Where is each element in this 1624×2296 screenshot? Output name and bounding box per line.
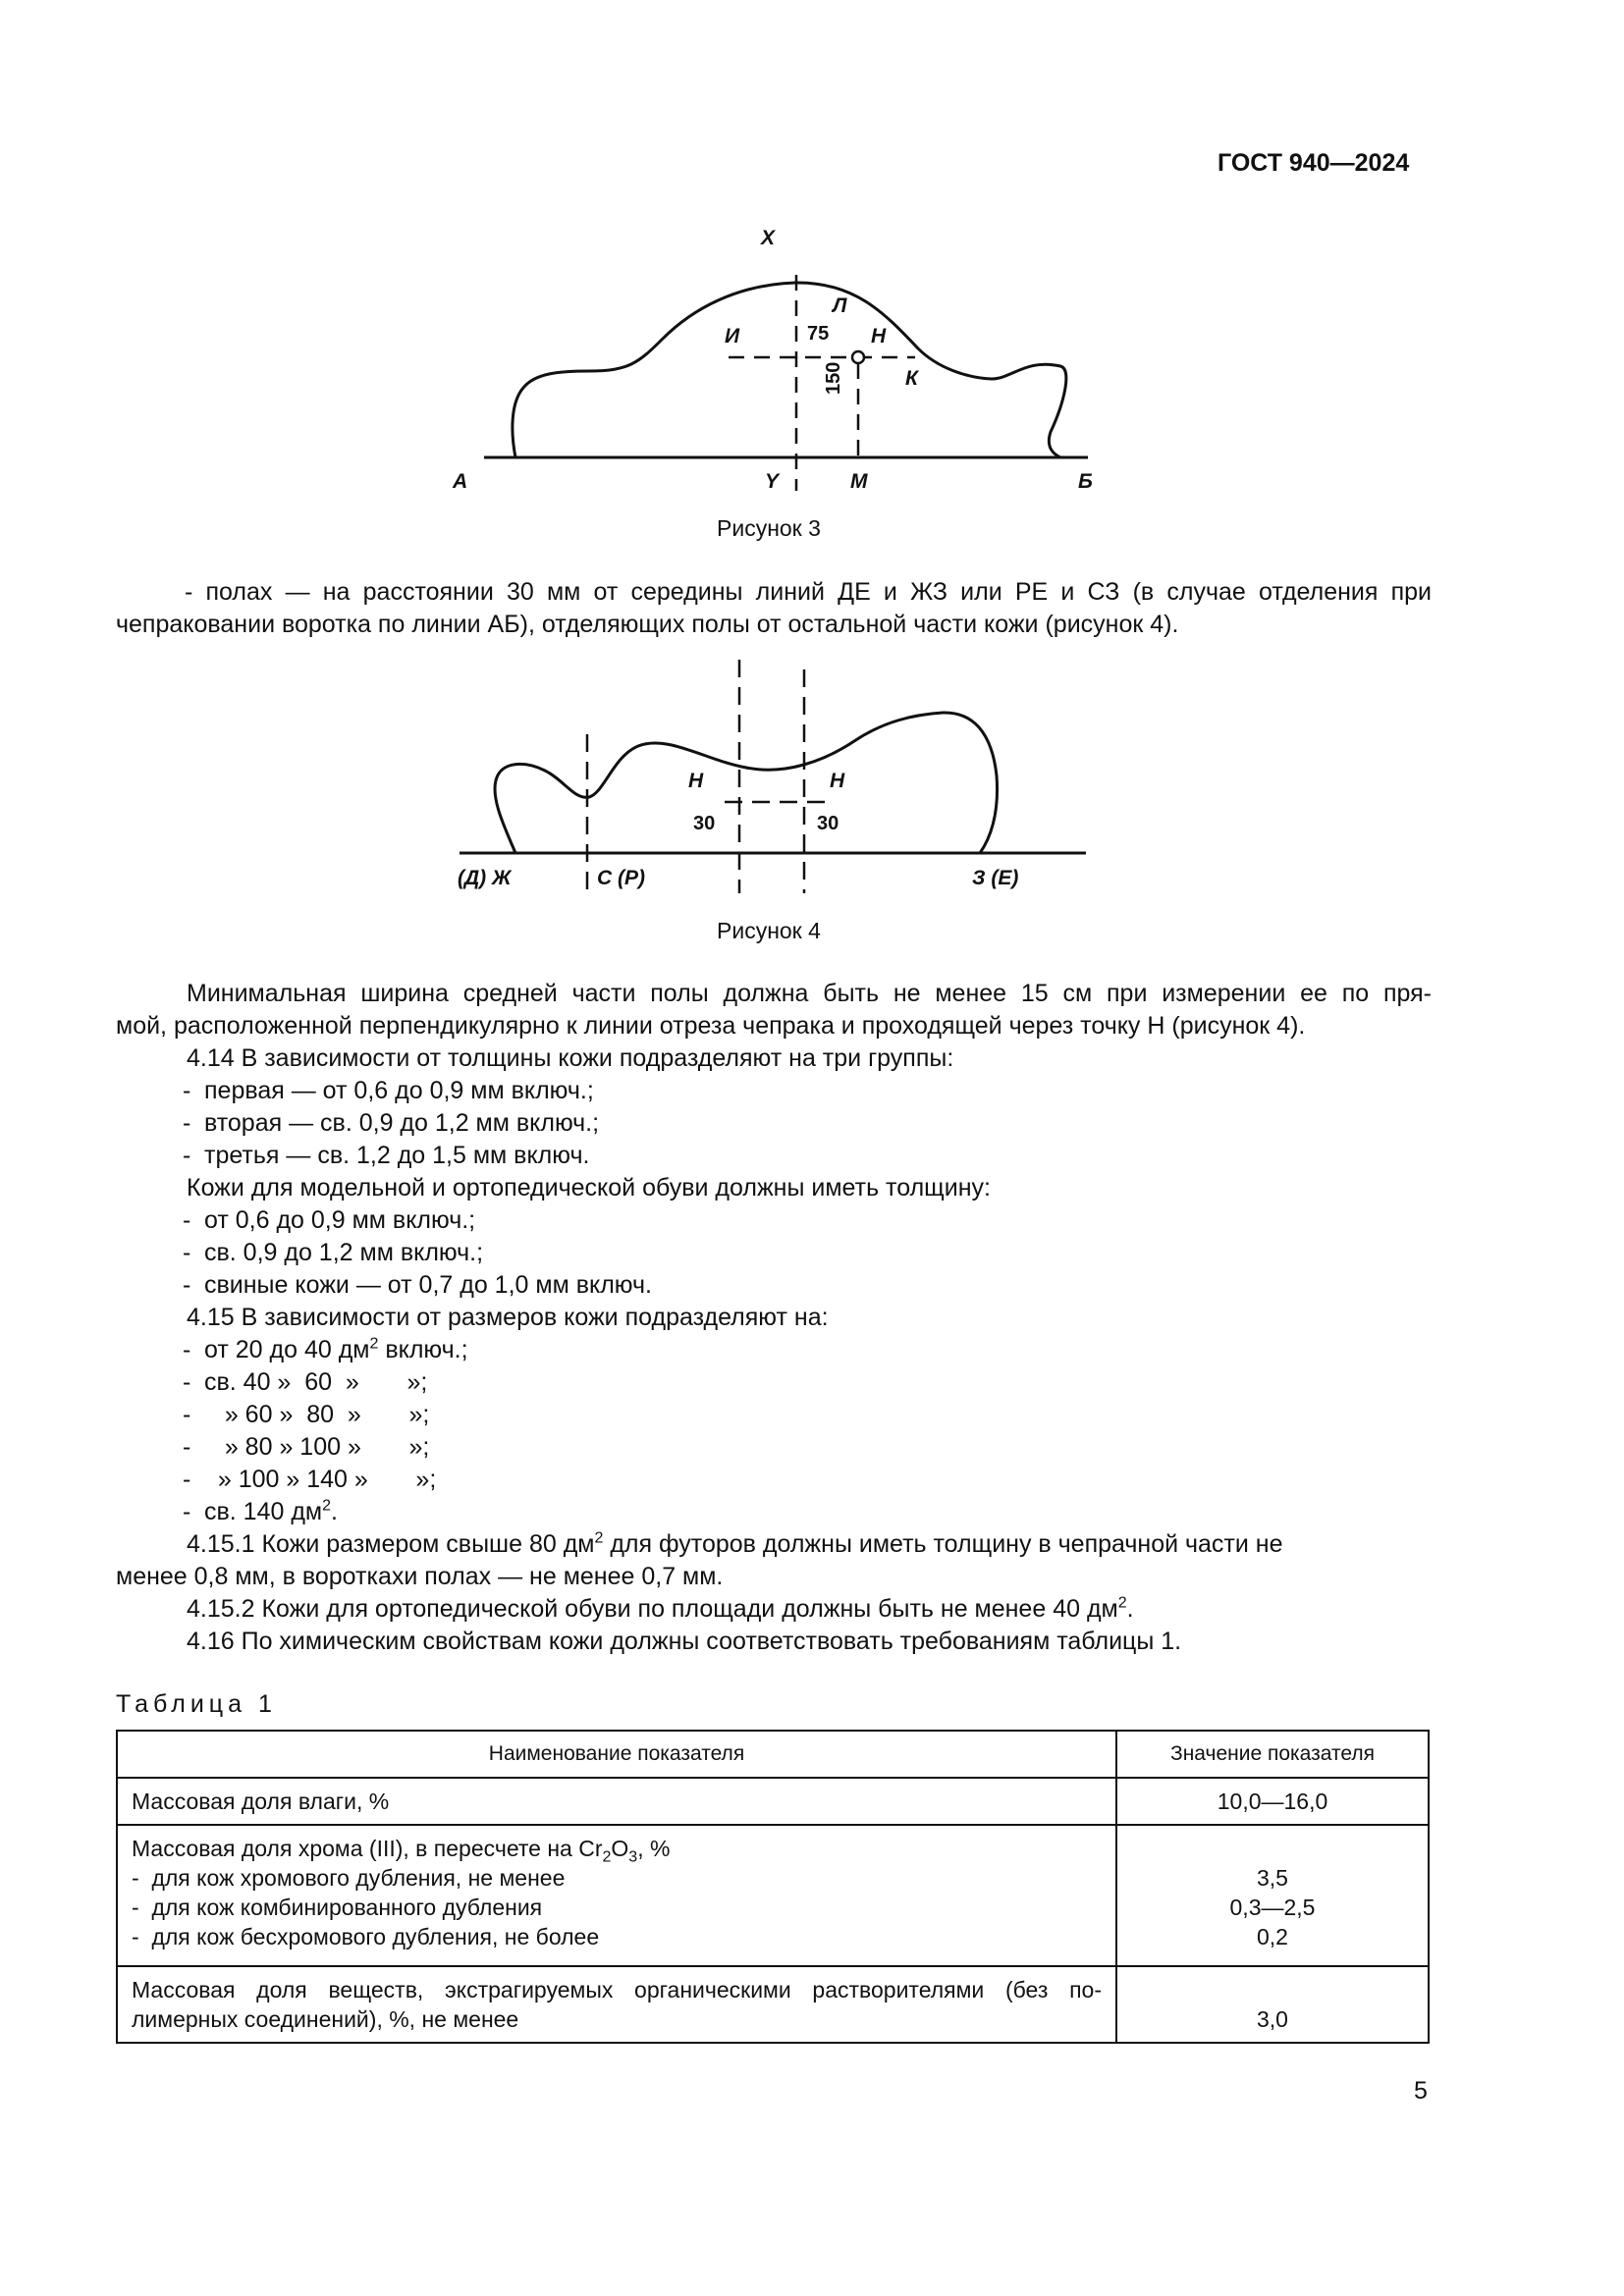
row-chrome-values: 3,5 0,3—2,5 0,2 — [1116, 1825, 1429, 1966]
label-n: Н — [871, 325, 887, 347]
list-item: - » 60 » 80 » »; — [116, 1399, 1432, 1431]
list-item: - первая — от 0,6 до 0,9 мм включ.; — [116, 1075, 1432, 1107]
label-y: Y — [765, 470, 780, 493]
list-item: - от 0,6 до 0,9 мм включ.; — [116, 1204, 1432, 1237]
list-item: - св. 140 $дм^2$. — [116, 1496, 1432, 1528]
row-extractable-name: Массовая доля веществ, экстрагируемых органическими растворителями (без по- лимерных соединений), %, не менее — [117, 1966, 1116, 2043]
list-item: - св. 40 » 60 » »; — [116, 1366, 1432, 1399]
table-row — [117, 1966, 1429, 2043]
floors-line-2: чепраковании воротка по линии АБ), отделяющих полы от остальной части кожи (рисунок 4). — [116, 611, 1179, 638]
row-moisture-value: 10,0—16,0 — [1116, 1778, 1429, 1825]
section-4-14: 4.14 В зависимости от толщины кожи подразделяют на три группы: — [187, 1044, 954, 1072]
label-k: К — [905, 367, 918, 390]
list-item: - третья — св. 1,2 до 1,5 мм включ. — [116, 1140, 1432, 1172]
dim-30-left: 30 — [693, 813, 716, 834]
min-width-line-2: мой, расположенной перпендикулярно к линии отреза чепрака и проходящей через точку Н (рисунок 4). — [116, 1012, 1306, 1040]
section-4-15-2: 4.15.2 Кожи для ортопедической обуви по площади должны быть не менее 40 $дм^2$. — [187, 1594, 1134, 1623]
label-i: И — [725, 325, 740, 347]
label-m: М — [850, 470, 868, 493]
dim-150: 150 — [823, 361, 844, 395]
page-number: 5 — [1414, 2077, 1428, 2105]
list-item: - вторая — св. 0,9 до 1,2 мм включ.; — [116, 1107, 1432, 1140]
section-4-16: 4.16 По химическим свойствам кожи должны соответствовать требованиям таблицы 1. — [187, 1628, 1182, 1655]
header-indicator-value: Значение показателя — [1116, 1731, 1429, 1778]
document-code: ГОСТ 940—2024 — [1218, 149, 1410, 177]
dim-75: 75 — [807, 323, 830, 345]
row-chrome-name: Массовая доля хрома (III), в пересчете на $Cr_2O_3$, % - для кож хромового дубления, не менее - для кож комбинированного дубления - для кож бесхромового дубления, не более — [117, 1825, 1116, 1966]
table-1 — [116, 1730, 1430, 2044]
table-header-row — [117, 1731, 1429, 1778]
row-extractable-value: 3,0 — [1116, 1966, 1429, 2043]
label-n-left: Н — [688, 770, 704, 792]
figure-4-drawing — [0, 0, 1624, 982]
list-item: - от 20 до 40 $дм^2$ включ.; — [116, 1334, 1432, 1366]
floors-line-1: - полах — на расстоянии 30 мм от середины линий ДЕ и ЖЗ или РЕ и СЗ (в случае отделения при — [185, 578, 1432, 606]
dim-30-right: 30 — [817, 813, 839, 834]
section-4-15-1: 4.15.1 Кожи размером свыше 80 $дм^2$ для футоров должны иметь толщину в чепрачной части не — [187, 1529, 1283, 1558]
label-b: Б — [1078, 470, 1093, 493]
label-x: X — [761, 227, 776, 249]
figure-4-caption: Рисунок 4 — [717, 918, 821, 943]
header-indicator-name: Наименование показателя — [117, 1731, 1116, 1778]
label-a: А — [453, 470, 468, 493]
label-s-r: С (Р) — [597, 867, 645, 889]
list-item: - свиные кожи — от 0,7 до 1,0 мм включ. — [116, 1269, 1432, 1302]
section-4-15: 4.15 В зависимости от размеров кожи подразделяют на: — [187, 1304, 829, 1331]
label-z-e: З (Е) — [972, 867, 1019, 889]
label-n-right: Н — [830, 770, 845, 792]
list-item: - св. 0,9 до 1,2 мм включ.; — [116, 1237, 1432, 1269]
label-d-zh: (Д) Ж — [458, 867, 512, 889]
model-shoes-intro: Кожи для модельной и ортопедической обуви должны иметь толщину: — [187, 1174, 991, 1201]
label-l: Л — [833, 294, 847, 317]
table-caption: Таблица 1 — [116, 1690, 277, 1718]
table-row — [117, 1825, 1429, 1966]
hide-contour-fig4 — [495, 713, 998, 853]
table-row — [117, 1778, 1429, 1825]
min-width-line-1: Минимальная ширина средней части полы должна быть не менее 15 см при измерении ее по пря- — [187, 980, 1432, 1007]
row-moisture-name: Массовая доля влаги, % — [117, 1778, 1116, 1825]
body-text — [116, 978, 1432, 1658]
list-item: - » 100 » 140 » »; — [116, 1464, 1432, 1496]
figure-3-caption: Рисунок 3 — [717, 515, 821, 541]
section-4-15-1-line-2: менее 0,8 мм, в вороткахи полах — не менее 0,7 мм. — [116, 1563, 724, 1590]
list-item: - » 80 » 100 » »; — [116, 1431, 1432, 1464]
